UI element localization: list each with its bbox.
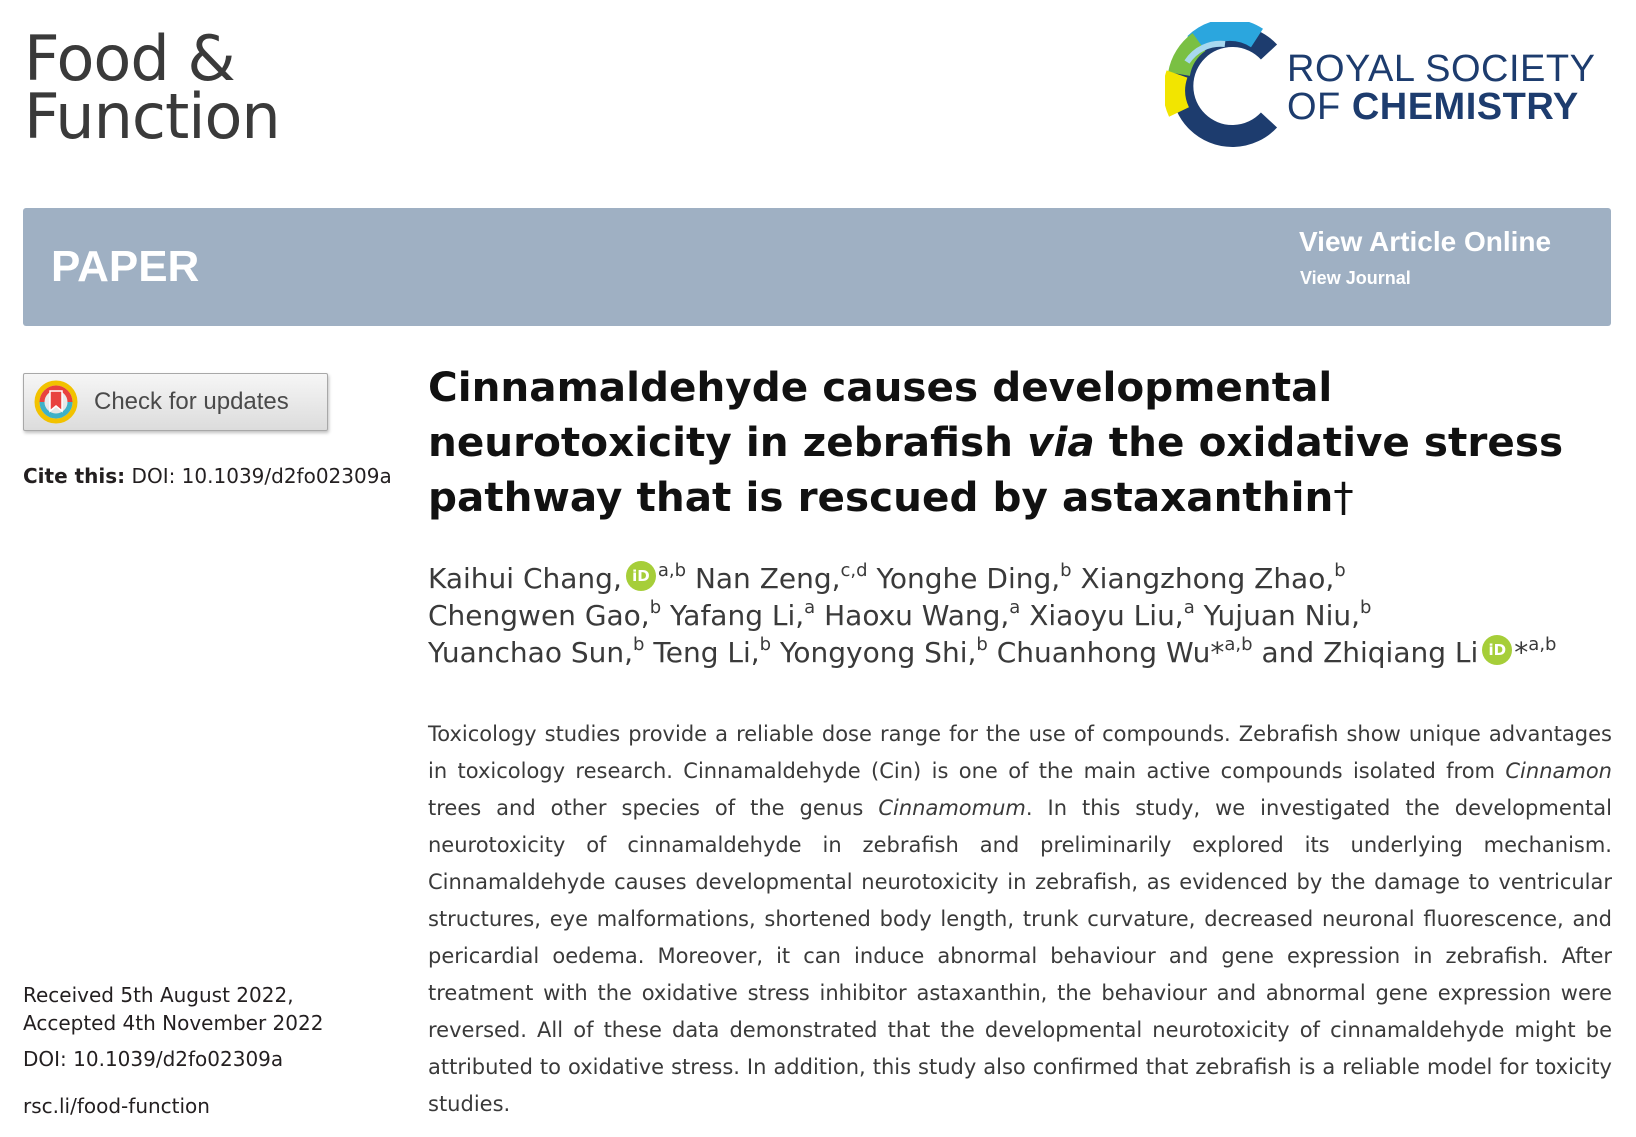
author-name: Haoxu Wang,	[824, 599, 1010, 632]
doi: DOI: 10.1039/d2fo02309a	[23, 1047, 284, 1071]
article-type-label: PAPER	[51, 242, 200, 291]
journal-link[interactable]: rsc.li/food-function	[23, 1094, 210, 1118]
author-affiliation: c,d	[840, 559, 868, 581]
cite-this	[23, 464, 392, 488]
article-title-part1: Cinnamaldehyde causes developmental neurotoxicity in zebrafish	[428, 363, 1333, 466]
author-name: Teng Li,	[653, 636, 760, 669]
author-affiliation: a,b	[1528, 633, 1557, 655]
author-name: Xiaoyu Liu,	[1029, 599, 1184, 632]
author-affiliation: a	[1183, 596, 1195, 618]
publisher-name-line1: ROYAL SOCIETY	[1287, 48, 1596, 90]
author-affiliation: b	[1060, 559, 1072, 581]
author-affiliation: b	[1334, 559, 1346, 581]
abstract-text: trees and other species of the genus	[428, 796, 879, 820]
author-name: Yuanchao Sun,	[428, 636, 634, 669]
author-affiliation: b	[759, 633, 772, 655]
publisher-name-of: OF	[1287, 86, 1352, 128]
author-name: Yonghe Ding,	[876, 562, 1061, 595]
abstract-italic: Cinnamon	[1505, 759, 1612, 783]
article-title	[428, 360, 1618, 525]
journal-title	[24, 22, 280, 153]
author-affiliation: b	[649, 596, 662, 618]
author-name: and Zhiqiang Li	[1261, 636, 1479, 669]
abstract-text: . In this study, we investigated the developmental neurotoxicity of cinnamaldehyde in zebrafish and preliminarily explored its underlying mechanism. Cinnamaldehyde causes developmental neurotoxicity in zebrafish, as evidenced by the damage to ventricular structures, eye malformations, shortened body length, trunk curvature, decreased neuronal fluorescence, and pericardial oedema. Moreover, it can induce abnormal behaviour and gene expression in zebrafish. After treatment with the oxidative stress inhibitor astaxanthin, the behaviour and abnormal gene expression were reversed. All of these data demonstrated that the developmental neurotoxicity of cinnamaldehyde might be attributed to oxidative stress. In addition, this study also confirmed that zebrafish is a reliable model for toxicity studies.	[428, 796, 1612, 1116]
author-name: Kaihui Chang,	[428, 562, 622, 595]
abstract-text: Toxicology studies provide a reliable dose range for the use of compounds. Zebrafish show unique advantages in toxicology research. Cinnamaldehyde (Cin) is one of the main active compounds isolated from	[428, 722, 1612, 783]
author-name: Yujuan Niu,	[1203, 599, 1360, 632]
author-name: Yongyong Shi,	[780, 636, 977, 669]
check-for-updates-button[interactable]	[23, 373, 328, 431]
crossmark-icon	[34, 380, 78, 424]
view-article-online-link[interactable]: View Article Online	[1299, 226, 1552, 257]
author-affiliation: a	[804, 596, 816, 618]
cite-this-doi: DOI: 10.1039/d2fo02309a	[131, 464, 392, 488]
author-affiliation: b	[1360, 596, 1372, 618]
article-type-banner	[23, 208, 1611, 326]
orcid-icon[interactable]: iD	[626, 561, 656, 591]
publisher-name-line2	[1287, 88, 1595, 126]
abstract	[428, 716, 1612, 1123]
orcid-icon[interactable]: iD	[1482, 635, 1512, 665]
author-affiliation: a,b	[1224, 633, 1253, 655]
rsc-logo-icon	[1165, 22, 1285, 150]
author-name: Yafang Li,	[670, 599, 805, 632]
author-name: Nan Zeng,	[694, 562, 841, 595]
author-name: Chengwen Gao,	[428, 599, 650, 632]
author-list	[428, 560, 1618, 671]
received-date: Received 5th August 2022,	[23, 983, 294, 1007]
author-affiliation: b	[633, 633, 645, 655]
author-name: Chuanhong Wu*	[996, 636, 1225, 669]
abstract-italic: Cinnamomum	[878, 796, 1026, 820]
publisher-logo	[1165, 22, 1615, 150]
publication-dates	[23, 981, 323, 1037]
article-title-italic: via	[1027, 418, 1095, 466]
author-affiliation: a	[1009, 596, 1021, 618]
cite-this-prefix: Cite this:	[23, 464, 126, 488]
accepted-date: Accepted 4th November 2022	[23, 1011, 324, 1035]
article-title-dagger: †	[1333, 473, 1354, 521]
author-name: Xiangzhong Zhao,	[1080, 562, 1335, 595]
corresponding-star: *	[1514, 636, 1529, 669]
journal-title-line2: Function	[24, 80, 280, 153]
publisher-name-chemistry: CHEMISTRY	[1351, 86, 1579, 128]
author-affiliation: b	[976, 633, 988, 655]
article-title-part2: the oxidative stress pathway that is rescued by astaxanthin	[428, 418, 1564, 521]
view-journal-link[interactable]: View Journal	[1300, 268, 1411, 288]
publisher-name	[1287, 50, 1595, 126]
journal-title-line1: Food &	[24, 22, 235, 95]
author-affiliation: a,b	[657, 559, 687, 581]
check-for-updates-label: Check for updates	[94, 388, 289, 415]
